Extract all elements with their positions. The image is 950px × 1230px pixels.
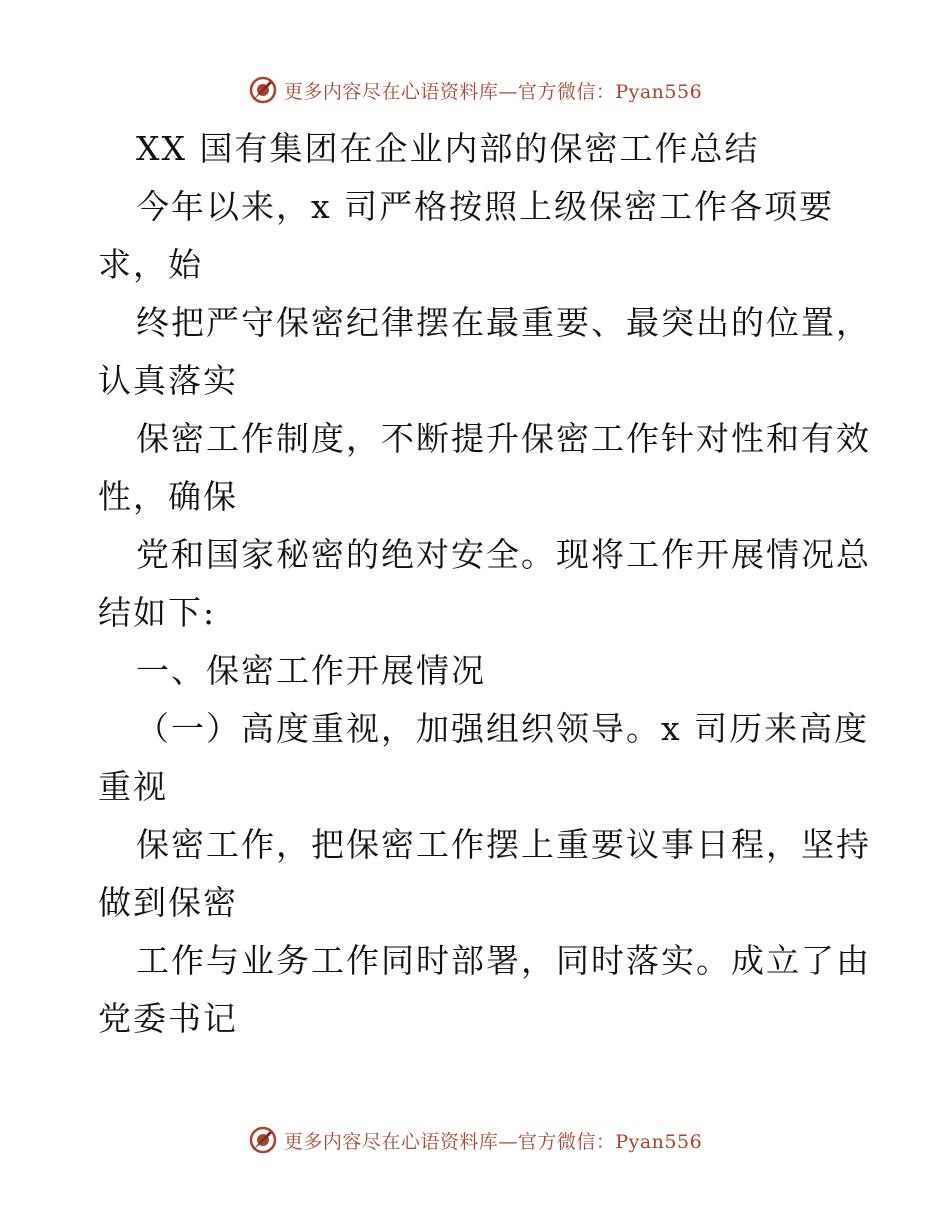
text-line: 终把严守保密纪律摆在最重要、最突出的位置， bbox=[136, 303, 871, 342]
text-line: 工作与业务工作同时部署，同时落实。成立了由 bbox=[136, 941, 871, 980]
quill-seal-icon bbox=[248, 1125, 278, 1155]
text-line: 重视 bbox=[98, 767, 168, 806]
text-line: 性，确保 bbox=[98, 477, 238, 516]
document-title: XX 国有集团在企业内部的保密工作总结 bbox=[136, 129, 760, 168]
header-banner bbox=[0, 70, 950, 110]
quill-seal-icon bbox=[248, 75, 278, 105]
text-line: 今年以来，x 司严格按照上级保密工作各项要 bbox=[136, 187, 835, 226]
text-line: 党和国家秘密的绝对安全。现将工作开展情况总 bbox=[136, 535, 871, 574]
text-line: 保密工作，把保密工作摆上重要议事日程，坚持 bbox=[136, 825, 871, 864]
section-heading: 一、保密工作开展情况 bbox=[136, 651, 486, 690]
banner-text: 更多内容尽在心语资料库—官方微信：Pyan556 bbox=[283, 1130, 703, 1153]
subsection-heading: （一）高度重视，加强组织领导。x 司历来高度 bbox=[136, 709, 870, 748]
text-line: 认真落实 bbox=[98, 361, 238, 400]
text-line: 保密工作制度，不断提升保密工作针对性和有效 bbox=[136, 419, 871, 458]
text-line: 党委书记 bbox=[98, 999, 238, 1038]
banner-text: 更多内容尽在心语资料库—官方微信：Pyan556 bbox=[283, 80, 703, 103]
text-line: 做到保密 bbox=[98, 883, 238, 922]
text-line: 求，始 bbox=[98, 245, 203, 284]
footer-banner bbox=[0, 1120, 950, 1160]
text-line: 结如下: bbox=[98, 593, 217, 632]
document-body bbox=[98, 120, 878, 1048]
